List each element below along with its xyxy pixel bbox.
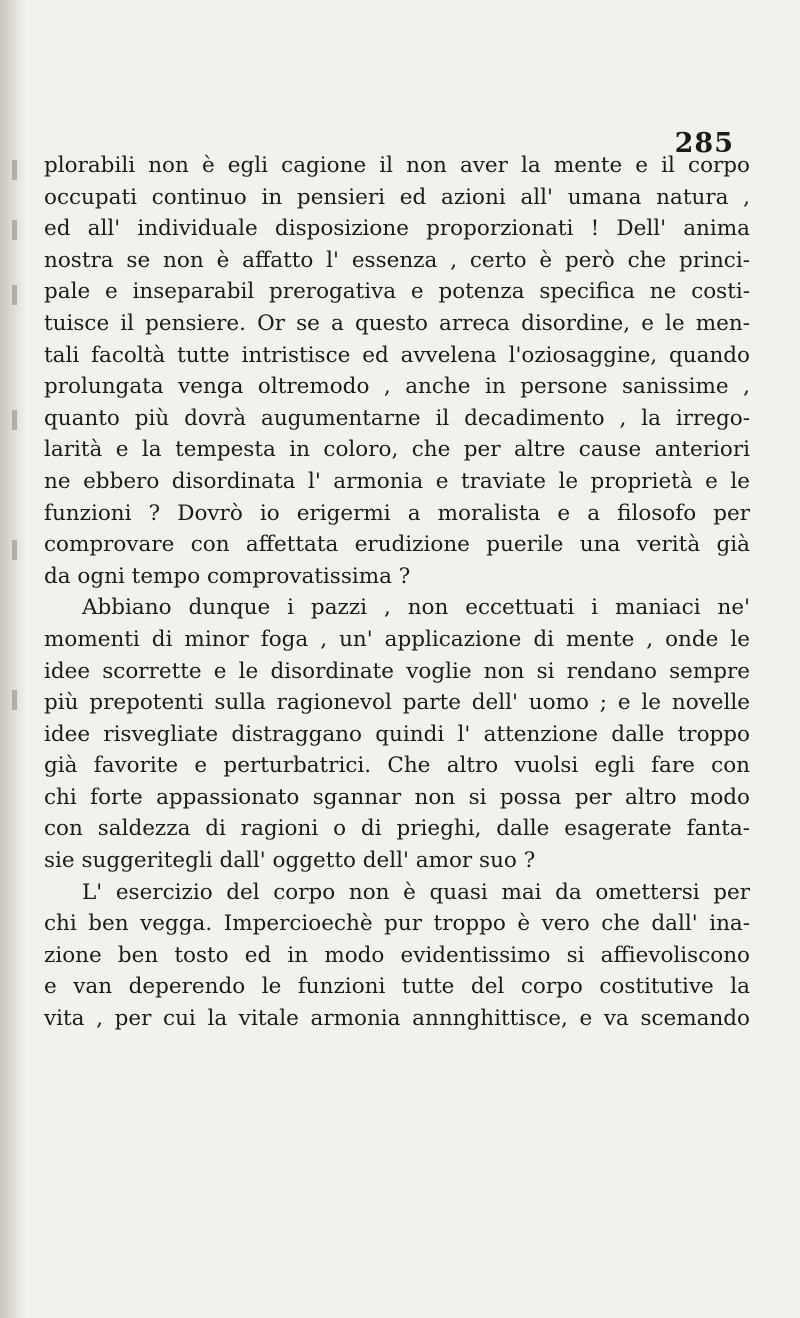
page-number: 285 xyxy=(674,128,734,159)
text-line: momenti di minor foga , un' applicazione di mente , onde le xyxy=(44,626,750,652)
text-line: con saldezza di ragioni o di prieghi, dalle esagerate fanta- xyxy=(44,816,750,842)
text-line: quanto più dovrà augumentarne il decadimento , la irrego- xyxy=(44,405,750,431)
text-line: più prepotenti sulla ragionevol parte dell' uomo ; e le novelle xyxy=(44,690,750,716)
gutter-mark xyxy=(12,690,17,710)
text-line: occupati continuo in pensieri ed azioni all' umana natura , xyxy=(44,184,750,210)
text-line: e van deperendo le funzioni tutte del corpo costitutive la xyxy=(44,974,750,1000)
text-line: tali facoltà tutte intristisce ed avvelena l'oziosaggine, quando xyxy=(44,342,750,368)
text-line: pale e inseparabil prerogativa e potenza specifica ne costi- xyxy=(44,279,750,305)
gutter-mark xyxy=(12,410,17,430)
text-line: nostra se non è affatto l' essenza , certo è però che princi- xyxy=(44,247,750,273)
text-line: funzioni ? Dovrò io erigermi a moralista e a filosofo per xyxy=(44,500,750,526)
text-line: vita , per cui la vitale armonia annnghittisce, e va scemando xyxy=(44,1006,750,1032)
text-line: zione ben tosto ed in modo evidentissimo si affievoliscono xyxy=(44,942,750,968)
text-line: ed all' individuale disposizione proporzionati ! Dell' anima xyxy=(44,216,750,242)
gutter-mark xyxy=(12,220,17,240)
text-line: Abbiano dunque i pazzi , non eccettuati i maniaci ne' xyxy=(82,595,750,621)
text-line: larità e la tempesta in coloro, che per altre cause anteriori xyxy=(44,437,750,463)
text-line: chi forte appassionato sgannar non si possa per altro modo xyxy=(44,784,750,810)
gutter-mark xyxy=(12,540,17,560)
gutter-mark xyxy=(12,160,17,180)
text-line: da ogni tempo comprovatissima ? xyxy=(44,563,411,589)
text-line: L' esercizio del corpo non è quasi mai da omettersi per xyxy=(82,879,750,905)
body-text xyxy=(44,150,750,1035)
text-line: idee risvegliate distraggano quindi l' attenzione dalle troppo xyxy=(44,721,750,747)
text-line: chi ben vegga. Impercioechè pur troppo è vero che dall' ina- xyxy=(44,911,750,937)
text-line: ne ebbero disordinata l' armonia e traviate le proprietà e le xyxy=(44,468,750,494)
text-line: idee scorrette e le disordinate voglie non si rendano sempre xyxy=(44,658,750,684)
text-line: tuisce il pensiere. Or se a questo arreca disordine, e le men- xyxy=(44,310,750,336)
text-line: comprovare con affettata erudizione puerile una verità già xyxy=(44,532,750,558)
binding-gutter xyxy=(0,0,26,1318)
text-line: prolungata venga oltremodo , anche in persone sanissime , xyxy=(44,374,750,400)
text-line: plorabili non è egli cagione il non aver la mente e il corpo xyxy=(44,153,750,178)
text-line: sie suggeritegli dall' oggetto dell' amor suo ? xyxy=(44,848,536,874)
text-line: già favorite e perturbatrici. Che altro vuolsi egli fare con xyxy=(44,753,750,779)
gutter-mark xyxy=(12,285,17,305)
